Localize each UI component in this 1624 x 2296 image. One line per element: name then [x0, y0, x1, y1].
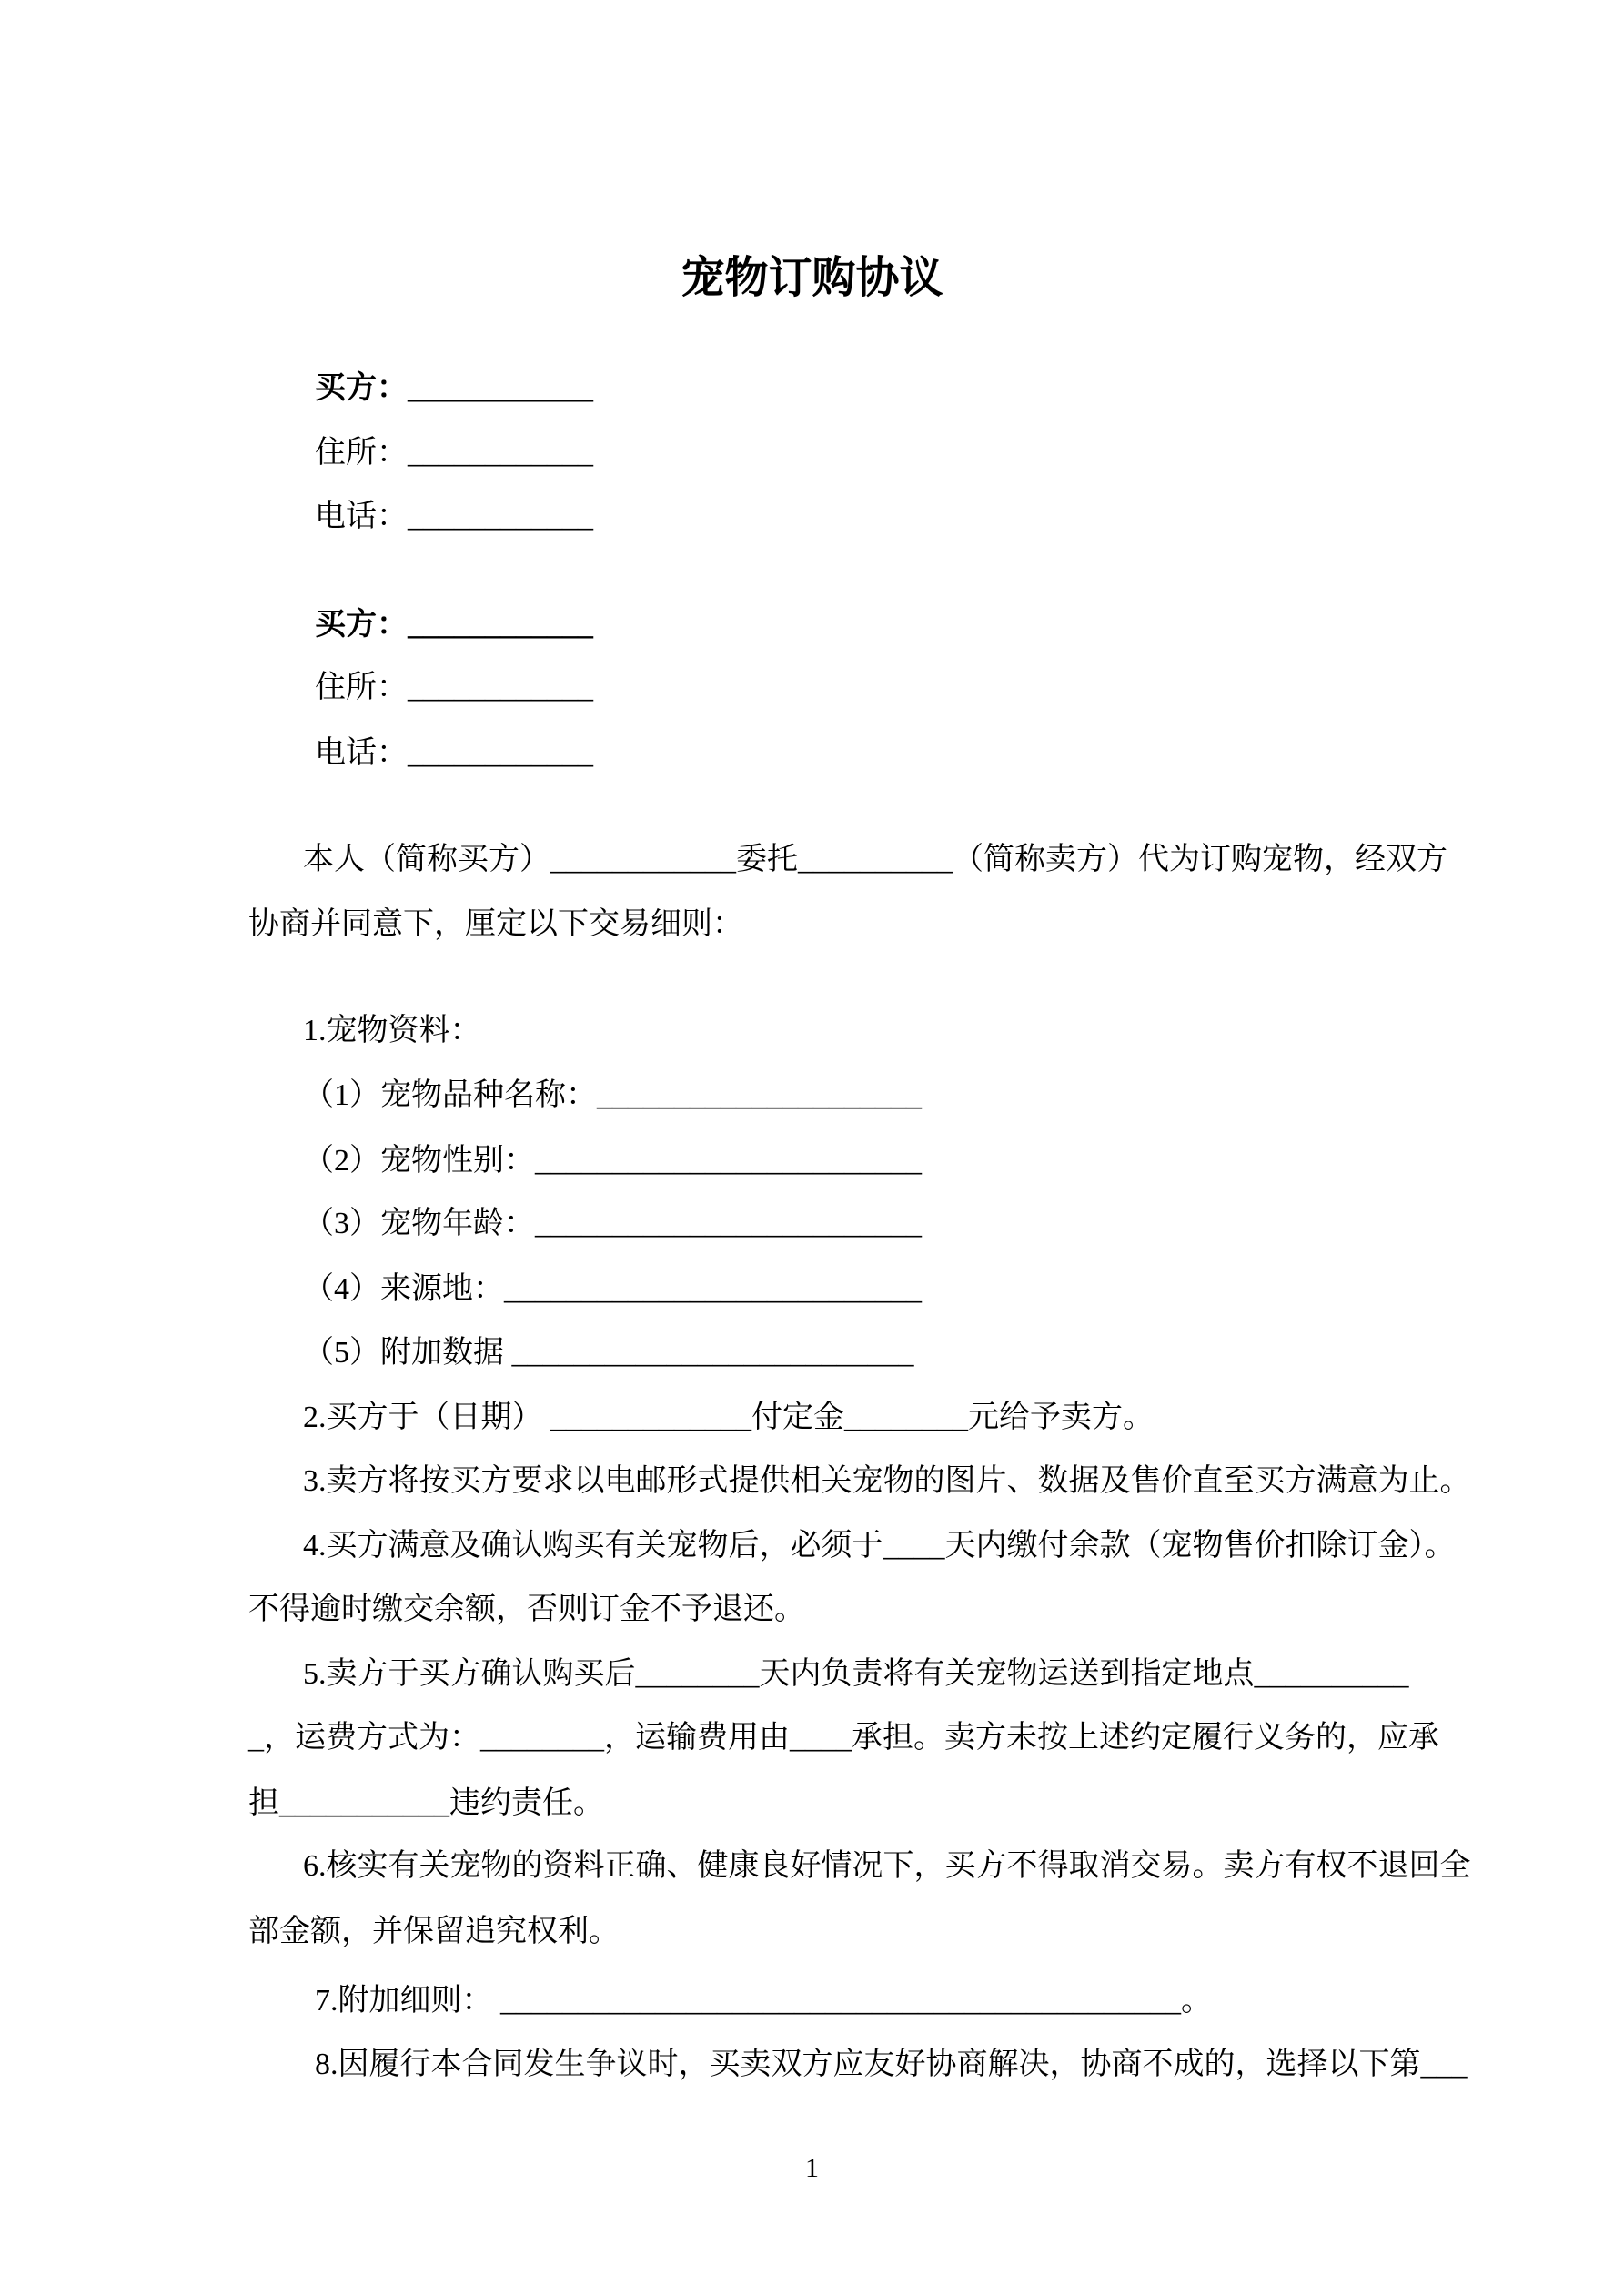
party2-address-field: 住所：____________ — [315, 671, 593, 704]
pet-breed-field: （1）宠物品种名称：_____________________ — [303, 1078, 922, 1112]
clause-7: 7.附加细则： ____________________________________________。 — [315, 1984, 1212, 2018]
pet-age-field: （3）宠物年龄：_________________________ — [303, 1207, 922, 1240]
clause-6-line-2: 部金额，并保留追究权利。 — [248, 1915, 620, 1948]
clause-1-title: 1.宠物资料： — [303, 1014, 481, 1047]
party1-address-field: 住所：____________ — [315, 436, 593, 470]
clause-5-line-1: 5.卖方于买方确认购买后________天内负责将有关宠物运送到指定地点__________ — [303, 1657, 1409, 1691]
document-title: 宠物订购协议 — [681, 254, 943, 302]
pet-sex-field: （2）宠物性别：_________________________ — [303, 1144, 922, 1178]
party1-phone-field: 电话：____________ — [315, 500, 593, 533]
clause-8: 8.因履行本合同发生争议时，买卖双方应友好协商解决，协商不成的，选择以下第___ — [315, 2048, 1468, 2081]
clause-5-line-2: _，运费方式为：________，运输费用由____承担。卖方未按上述约定履行义务的，应承 — [248, 1721, 1439, 1755]
clause-4-line-2: 不得逾时缴交余额，否则订金不予退还。 — [248, 1593, 805, 1626]
party2-name-field: 买方：____________ — [315, 608, 593, 642]
clause-5-line-3: 担___________违约责任。 — [248, 1786, 604, 1820]
intro-line-1: 本人（简称买方）____________委托__________（简称卖方）代为订购宠物，经双方 — [303, 843, 1447, 876]
party1-name-field: 买方：____________ — [315, 371, 593, 405]
intro-line-2: 协商并同意下，厘定以下交易细则： — [248, 907, 743, 941]
page-number: 1 — [805, 2153, 819, 2183]
party2-phone-field: 电话：____________ — [315, 736, 593, 770]
clause-6-line-1: 6.核实有关宠物的资料正确、健康良好情况下，买方不得取消交易。卖方有权不退回全 — [303, 1849, 1471, 1883]
pet-extra-field: （5）附加数据 __________________________ — [303, 1336, 914, 1370]
clause-2: 2.买方于（日期） _____________付定金________元给予卖方。 — [303, 1401, 1154, 1434]
clause-3: 3.卖方将按买方要求以电邮形式提供相关宠物的图片、数据及售价直至买方满意为止。 — [303, 1464, 1471, 1498]
clause-4-line-1: 4.买方满意及确认购买有关宠物后，必须于____天内缴付余款（宠物售价扣除订金）。 — [303, 1529, 1456, 1563]
pet-origin-field: （4）来源地：___________________________ — [303, 1272, 922, 1306]
